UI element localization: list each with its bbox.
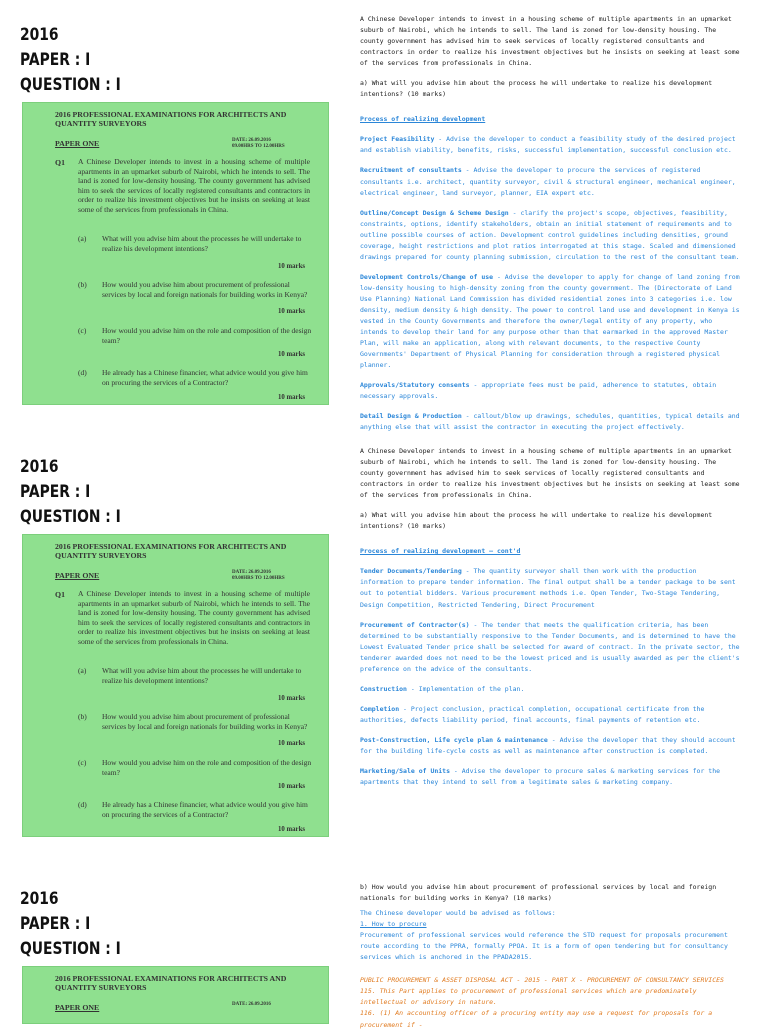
- question-number: Q1: [55, 590, 65, 599]
- paper-label: PAPER : I: [20, 50, 91, 69]
- answer-item: [360, 208, 740, 263]
- answer-item: [360, 272, 740, 371]
- act-clause: 115. This Part applies to procurement of professional services which are predominately intellectual or advisory in nature.: [360, 987, 697, 1007]
- exam-date: [232, 138, 285, 150]
- exam-heading: 2016 PROFESSIONAL EXAMINATIONS FOR ARCHITECTS AND QUANTITY SURVEYORS: [55, 542, 287, 560]
- item-text: How would you advise him about procurement of professional services by local and foreign nationals for building works in Kenya?: [102, 712, 308, 731]
- item-text: - The quantity surveyor shall then work with the production information to prepare tender information. The final output shall be a tender package to be sent out to potential bidders. Various procurement methods i.e. Open Tender, Two-Stage Tendering, Design Competition, Restricted Tendering, Direct Procurement: [360, 567, 736, 609]
- item-text: - Advise the developer to apply for change of land zoning from low-density housing to high-density zoning from the county government. The (Directorate of Land Use Planning) National Land Commission has divided residential zones into 3 categories i.e. low density, medium density & high density. The power to control land use and development in Kenya is vested in the County Governments and therefore the owner/legal entity of any property, who intends to develop their land for any purpose other than that earmarked in the approved Master Plan, will make an application, along with relevant documents, to the respective County Governments' Department of Physical Planning for consideration through a registered physical planner.: [360, 272, 740, 370]
- marks-label: 10 marks: [278, 783, 305, 790]
- subtitle: 1. How to procure: [360, 920, 427, 929]
- exam-time-line: 09.00HRS TO 12.00HRS: [232, 576, 285, 581]
- answer-item: [360, 766, 740, 788]
- paper-label: PAPER : I: [20, 914, 91, 933]
- act-clause: 116. (1) An accounting officer of a procuring entity may use a request for proposals for a procurement if -: [360, 1009, 713, 1029]
- item-text: He already has a Chinese financier, what advice would you give him on procuring the services of a Contractor?: [102, 800, 308, 819]
- item-label: Project Feasibility: [360, 135, 435, 144]
- exam-date-line: DATE: 26.09.2016: [232, 570, 271, 575]
- item-text: What will you advise him about the processes he will undertake to realize his development intentions?: [102, 666, 302, 685]
- item-text: - Advise the developer to procure sales & marketing services for the apartments that they intend to sell from a legitimate sales & marketing company.: [360, 767, 721, 787]
- item-label: Marketing/Sale of Units: [360, 767, 451, 776]
- item-label: Tender Documents/Tendering: [360, 567, 462, 576]
- item-text: How would you advise him on the role and composition of the design team?: [102, 758, 312, 777]
- item-label: Recruitment of consultants: [360, 166, 462, 175]
- exam-heading: 2016 PROFESSIONAL EXAMINATIONS FOR ARCHITECTS AND QUANTITY SURVEYORS: [55, 974, 287, 992]
- item-label: Procurement of Contractor(s): [360, 620, 470, 629]
- paper-one-label: PAPER ONE: [55, 139, 100, 148]
- question-label: QUESTION : I: [20, 75, 121, 94]
- item-label: Completion: [360, 704, 400, 713]
- item-label: Approvals/Statutory consents: [360, 381, 470, 390]
- answer-panel: [360, 446, 740, 797]
- item-text: - Implementation of the plan.: [406, 684, 525, 693]
- sub-question: a) What will you advise him about the process he will undertake to realize his development intentions? (10 marks): [360, 79, 713, 99]
- sub-question: b) How would you advise him about procurement of professional services by local and foreign nationals for building works in Kenya? (10 marks): [360, 883, 717, 903]
- item-text: How would you advise him on the role and composition of the design team?: [102, 326, 312, 345]
- item-text: - appropriate fees must be paid, adherence to statutes, obtain necessary approvals.: [360, 381, 717, 401]
- marks-label: 10 marks: [278, 263, 305, 270]
- answer-item: [360, 380, 740, 402]
- item-letter: (a): [78, 234, 87, 243]
- exam-time-line: 09.00HRS TO 12.00HRS: [232, 144, 285, 149]
- exam-paper-scan: [22, 534, 329, 837]
- item-letter: (b): [78, 280, 87, 289]
- intro-text: The Chinese developer would be advised as follows:: [360, 909, 556, 918]
- answer-panel: [360, 882, 740, 1031]
- year-label: 2016: [20, 457, 59, 476]
- marks-label: 10 marks: [278, 308, 305, 315]
- body-text: Procurement of professional services would reference the STD request for proposals procurement route according to the PPRA, formally PPOA. It is a form of open tendering but for consultancy services which is anchored in the PPADA2015.: [360, 931, 728, 962]
- slide-header: [20, 454, 140, 529]
- item-label: Post-Construction, Life cycle plan & maintenance: [360, 735, 548, 744]
- item-letter: (c): [78, 326, 87, 335]
- slide-3: [0, 864, 768, 1029]
- answer-item: [360, 735, 740, 757]
- marks-label: 10 marks: [278, 740, 305, 747]
- question-label: QUESTION : I: [20, 507, 121, 526]
- slide-1: [0, 0, 768, 432]
- exam-date-line: DATE: 26.09.2016: [232, 138, 271, 143]
- item-text: - callout/blow up drawings, schedules, quantities, typical details and anything else that will assist the contractor in executing the project effectively.: [360, 412, 740, 432]
- answer-item: [360, 411, 740, 433]
- marks-label: 10 marks: [278, 695, 305, 702]
- item-text: - Advise the developer to conduct a feasibility study of the desired project and establish viability, benefits, risks, successful implementation, successful conclusion etc.: [360, 135, 736, 155]
- item-text: - clarify the project's scope, objectives, feasibility, constraints, options, identify stakeholders, obtain an initial statement of requirements and to outline possible courses of action. Development control guidelines including densities, ground coverage, height restrictions and plot ratios interrogated at this stage. Scaled and dimensioned drawings prepared for county planning submission, circulation to the rest of the consultant team.: [360, 208, 740, 261]
- section-title: Process of realizing development – cont'd: [360, 547, 521, 556]
- question-text: A Chinese Developer intends to invest in a housing scheme of multiple apartments in an upmarket suburb of Nairobi, which he intends to sell. The land is zoned for low-density housing. The county government has advised him to seek services of locally registered consultants and contractors in order to realize his investment objectives but he insists on seeking at least some of the services from professionals in China.: [360, 447, 740, 500]
- item-text: - Advise the developer to procure the services of registered consultants i.e. architect, quantity surveyor, civil & structural engineer, mechanical engineer, electrical engineer, land surveyor, planner, EIA expert etc.: [360, 166, 736, 197]
- exam-date: [232, 1002, 271, 1008]
- paper-one-label: PAPER ONE: [55, 571, 100, 580]
- answer-panel: [360, 14, 740, 442]
- answer-item: [360, 620, 740, 675]
- exam-question-text: A Chinese Developer intends to invest in a housing scheme of multiple apartments in an upmarket suburb of Nairobi, which he intends to sell. The land is zoned for low-density housing. The county government has advised him to seek the services of locally registered consultants and contractors in order to realize his investment objectives but he insists on seeking at least some of the services from professionals in China.: [78, 589, 310, 646]
- item-letter: (d): [78, 368, 87, 377]
- section-title: Process of realizing development: [360, 115, 486, 124]
- marks-label: 10 marks: [278, 826, 305, 833]
- year-label: 2016: [20, 25, 59, 44]
- paper-one-label: PAPER ONE: [55, 1003, 100, 1012]
- item-text: He already has a Chinese financier, what advice would you give him on procuring the services of a Contractor?: [102, 368, 308, 387]
- sub-question: a) What will you advise him about the process he will undertake to realize his development intentions? (10 marks): [360, 511, 713, 531]
- item-letter: (b): [78, 712, 87, 721]
- marks-label: 10 marks: [278, 394, 305, 401]
- answer-item: [360, 165, 740, 198]
- slide-header: [20, 886, 140, 961]
- answer-item: [360, 704, 740, 726]
- year-label: 2016: [20, 889, 59, 908]
- exam-date-line: DATE: 26.09.2016: [232, 1002, 271, 1007]
- item-text: - The tender that meets the qualification criteria, has been determined to be substantially responsive to the Tender Documents, and is determined to have the Lowest Evaluated Tender price shall be selected for award of contract. In the private sector, the tenderer awarded does not need to be the lowest priced and is usually awarded as per the client's preference on the advice of the consultants.: [360, 620, 740, 673]
- answer-item: [360, 134, 740, 156]
- question-label: QUESTION : I: [20, 939, 121, 958]
- exam-question-text: A Chinese Developer intends to invest in a housing scheme of multiple apartments in an upmarket suburb of Nairobi, which he intends to sell. The land is zoned for low-density housing. The county government has advised him to seek the services of locally registered consultants and contractors in order to realize his investment objectives but he insists on seeking at least some of the services from professionals in China.: [78, 157, 310, 214]
- act-title: PUBLIC PROCUREMENT & ASSET DISPOSAL ACT - 2015 - PART X - PROCUREMENT OF CONSULTANCY SERVICES: [360, 976, 724, 985]
- answer-item: [360, 684, 740, 695]
- item-text: - Advise the developer that they should account for the building life-cycle costs as well as maintenance after construction is completed.: [360, 735, 736, 755]
- exam-paper-scan: [22, 102, 329, 405]
- item-letter: (a): [78, 666, 87, 675]
- item-text: What will you advise him about the processes he will undertake to realize his development intentions?: [102, 234, 302, 253]
- item-text: - Project conclusion, practical completion, occupational certificate from the authorities, defects liability period, final accounts, final payments of retention etc.: [360, 704, 705, 724]
- slide-2: [0, 432, 768, 864]
- item-text: How would you advise him about procurement of professional services by local and foreign nationals for building works in Kenya?: [102, 280, 308, 299]
- exam-paper-scan: [22, 966, 329, 1024]
- question-text: A Chinese Developer intends to invest in a housing scheme of multiple apartments in an upmarket suburb of Nairobi, which he intends to sell. The land is zoned for low-density housing. The county government has advised him to seek services of locally registered consultants and contractors in order to realize his investment objectives but he insists on seeking at least some of the services from professionals in China.: [360, 15, 740, 68]
- paper-label: PAPER : I: [20, 482, 91, 501]
- question-number: Q1: [55, 158, 65, 167]
- item-label: Development Controls/Change of use: [360, 272, 494, 281]
- item-letter: (c): [78, 758, 87, 767]
- item-label: Detail Design & Production: [360, 412, 462, 421]
- slide-header: [20, 22, 140, 97]
- exam-heading: 2016 PROFESSIONAL EXAMINATIONS FOR ARCHITECTS AND QUANTITY SURVEYORS: [55, 110, 287, 128]
- marks-label: 10 marks: [278, 351, 305, 358]
- answer-item: [360, 566, 740, 610]
- item-letter: (d): [78, 800, 87, 809]
- item-label: Outline/Concept Design & Scheme Design: [360, 208, 509, 217]
- exam-date: [232, 570, 285, 582]
- item-label: Construction: [360, 684, 407, 693]
